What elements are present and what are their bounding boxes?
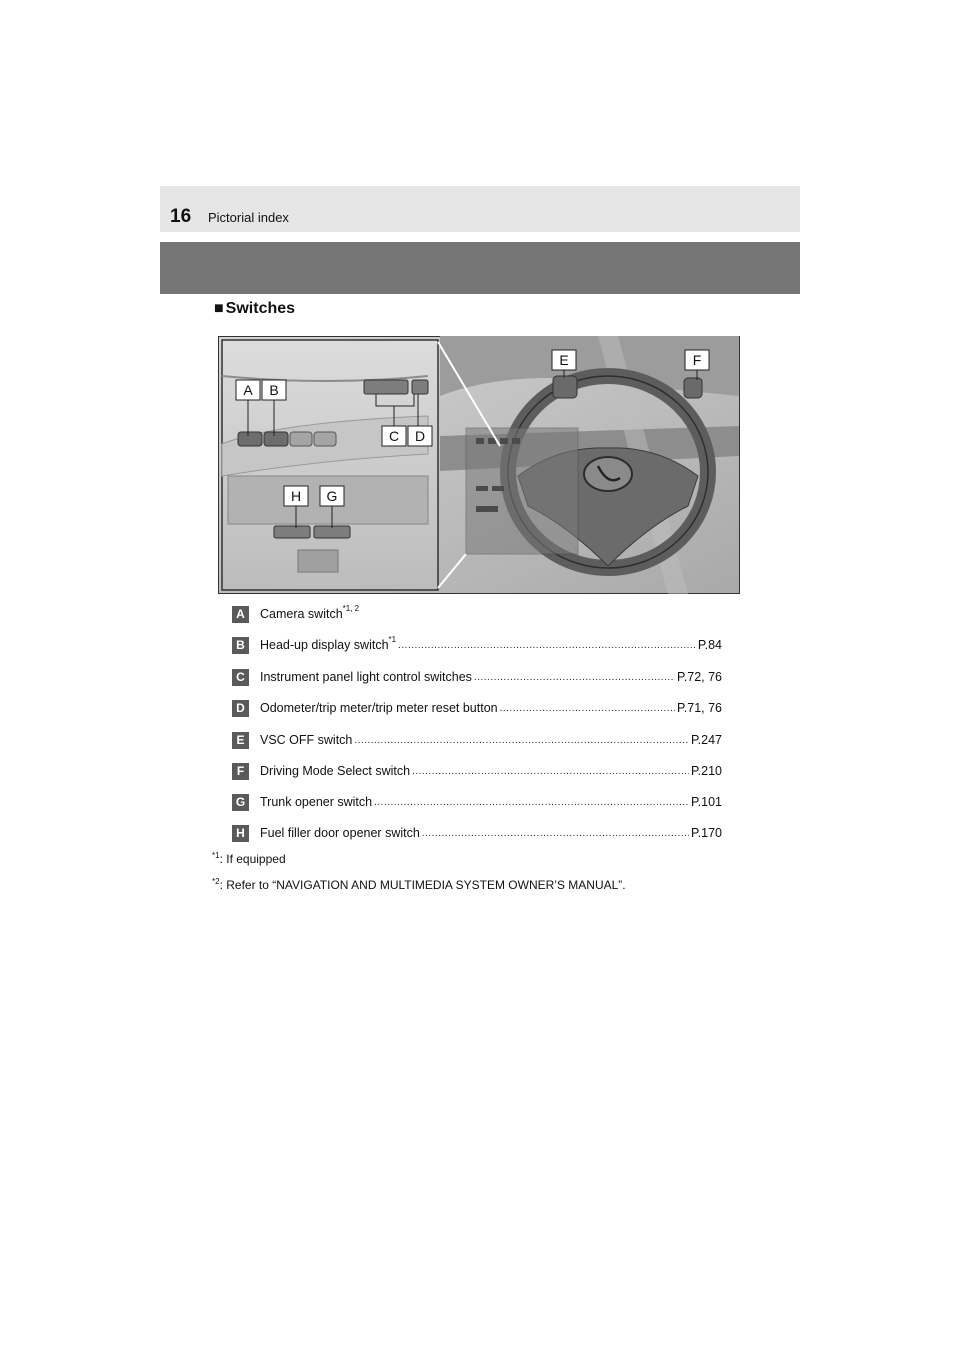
callout-g bbox=[320, 486, 344, 506]
legend-label: Instrument panel light control switches bbox=[260, 670, 472, 684]
page-reference-link[interactable]: P.170 bbox=[690, 826, 722, 840]
svg-text:D: D bbox=[414, 428, 426, 444]
leader-dots bbox=[412, 766, 689, 777]
callout-h bbox=[284, 486, 308, 506]
legend-label: VSC OFF switch bbox=[260, 733, 353, 747]
page-reference-link[interactable]: P.101 bbox=[690, 795, 722, 809]
legend-item bbox=[232, 634, 722, 656]
legend-item bbox=[232, 729, 722, 751]
footnote-1: $^{*1}$: If equipped bbox=[212, 851, 286, 866]
legend-badge: B bbox=[232, 637, 249, 654]
svg-text:F: F bbox=[692, 352, 702, 368]
legend-footnote-mark: *1 bbox=[388, 635, 397, 644]
svg-text:C: C bbox=[388, 428, 400, 444]
leader-dots bbox=[500, 703, 675, 714]
legend-item bbox=[232, 822, 722, 844]
page-reference-link[interactable]: P.210 bbox=[690, 764, 722, 778]
legend-item bbox=[232, 791, 722, 813]
legend-badge: G bbox=[232, 794, 249, 811]
legend-badge: H bbox=[232, 825, 249, 842]
legend-label: Odometer/trip meter/trip meter reset button bbox=[260, 701, 498, 715]
legend-item bbox=[232, 603, 722, 625]
legend-item bbox=[232, 666, 722, 688]
switches-illustration bbox=[218, 336, 740, 594]
legend-badge: D bbox=[232, 700, 249, 717]
page-reference-link[interactable]: P.247 bbox=[690, 733, 722, 747]
page-reference-link[interactable]: P.71, 76 bbox=[677, 701, 722, 715]
legend-badge: A bbox=[232, 606, 249, 623]
page-title: Pictorial index bbox=[208, 210, 289, 225]
legend-label: Trunk opener switch bbox=[260, 795, 373, 809]
svg-text:A: A bbox=[243, 382, 253, 398]
callout-b bbox=[262, 380, 286, 400]
svg-text:H: H bbox=[290, 488, 302, 504]
leader-dots bbox=[398, 640, 696, 651]
legend-footnote-mark: *1, 2 bbox=[342, 604, 360, 613]
svg-text:G: G bbox=[326, 488, 338, 504]
legend-item bbox=[232, 760, 722, 782]
legend-label: Head-up display switch$^{*1}$ bbox=[260, 635, 397, 652]
page-reference-link[interactable]: P.84 bbox=[697, 638, 722, 652]
footnote-mark: *2 bbox=[212, 877, 220, 886]
legend-badge: E bbox=[232, 732, 249, 749]
callout-f bbox=[685, 350, 709, 370]
legend-label: Camera switch$^{*1, 2}$ bbox=[260, 604, 360, 621]
legend-label: Fuel filler door opener switch bbox=[260, 826, 420, 840]
legend-badge: F bbox=[232, 763, 249, 780]
inset-panel bbox=[222, 340, 438, 590]
svg-text:B: B bbox=[269, 382, 279, 398]
legend-item bbox=[232, 697, 722, 719]
page-number: 16 bbox=[170, 206, 192, 227]
callout-d bbox=[408, 426, 432, 446]
legend-label: Driving Mode Select switch bbox=[260, 764, 411, 778]
legend-badge: C bbox=[232, 669, 249, 686]
page-reference-link[interactable]: P.72, 76 bbox=[677, 670, 722, 684]
section-band bbox=[160, 242, 800, 294]
leader-dots bbox=[422, 828, 689, 839]
leader-dots bbox=[474, 672, 675, 683]
footnote-2: $^{*2}$: Refer to “NAVIGATION AND MULTIMEDIA SYSTEM OWNER’S MANUAL”. bbox=[212, 877, 626, 892]
callout-a bbox=[236, 380, 260, 400]
subsection-heading bbox=[214, 300, 295, 318]
leader-dots bbox=[354, 735, 689, 746]
callout-c bbox=[382, 426, 406, 446]
subsection-title: Switches bbox=[225, 300, 296, 317]
leader-dots bbox=[374, 797, 689, 808]
callout-e bbox=[552, 350, 576, 370]
svg-text:E: E bbox=[559, 352, 569, 368]
page-header bbox=[160, 186, 800, 232]
footnote-mark: *1 bbox=[212, 851, 220, 860]
subsection-bullet: ■ bbox=[214, 300, 224, 317]
